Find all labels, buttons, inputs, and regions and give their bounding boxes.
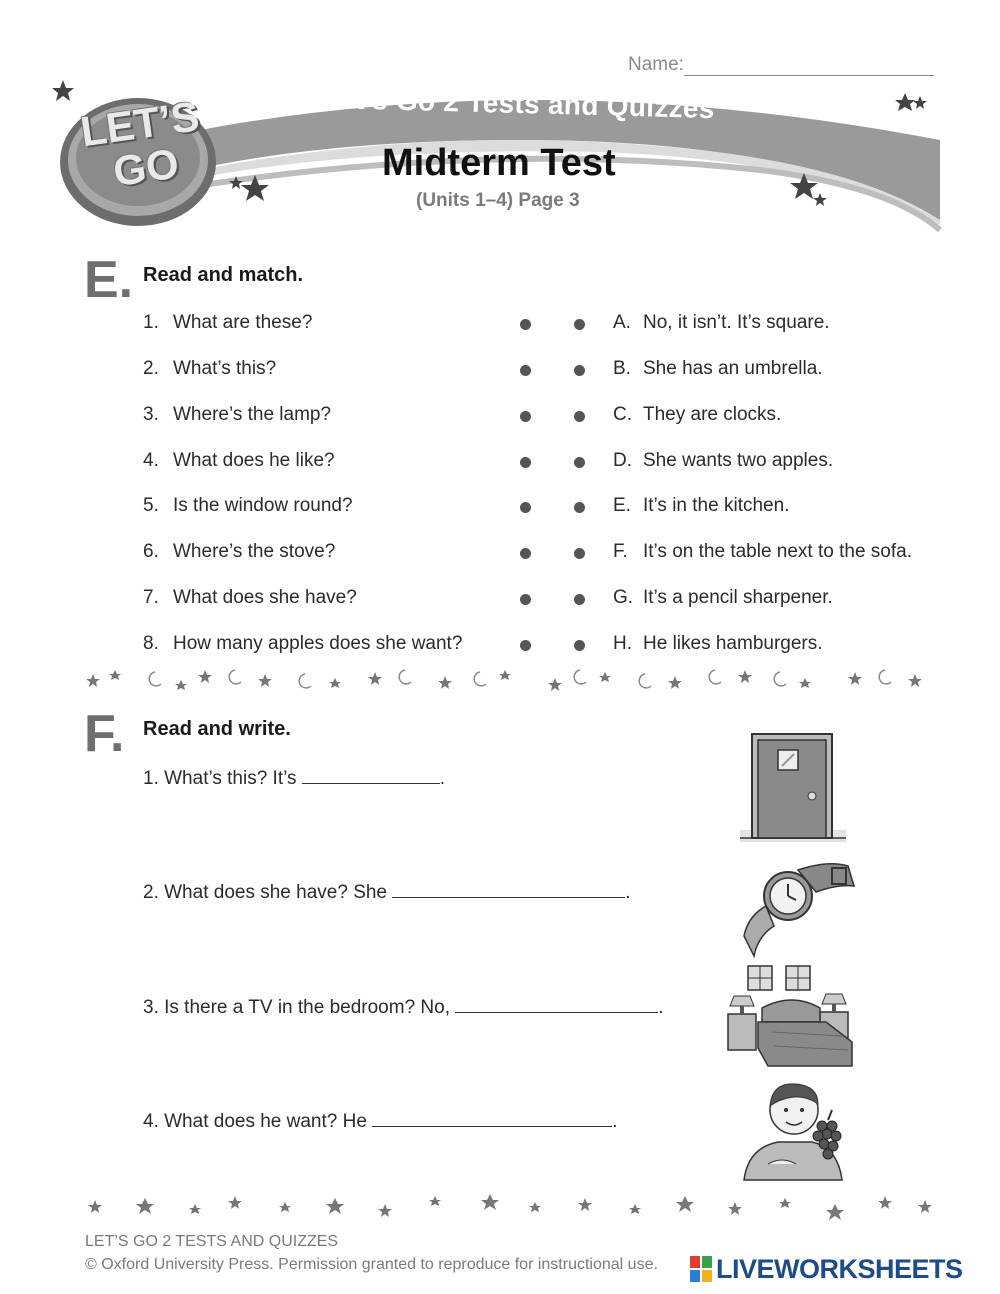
section-f-instruction: Read and write. — [143, 718, 291, 740]
section-e-letter: E. — [84, 251, 134, 309]
section-e-instruction: Read and match. — [143, 264, 304, 286]
boy-with-grapes-picture — [738, 1076, 850, 1182]
page-title: Midterm Test — [382, 142, 616, 184]
answer-blank-1[interactable] — [302, 766, 440, 784]
footer-series: LET’S GO 2 TESTS AND QUIZZES — [85, 1233, 339, 1250]
section-f-letter: F. — [84, 705, 125, 763]
liveworksheets-text: LIVEWORKSHEETS — [716, 1253, 963, 1284]
question-dot-5[interactable] — [520, 502, 531, 513]
question-dot-8[interactable] — [520, 640, 531, 651]
answer-blank-4[interactable] — [372, 1109, 612, 1127]
bedroom-picture — [722, 962, 858, 1074]
page-subtitle: (Units 1–4) Page 3 — [416, 190, 580, 211]
name-label: Name: — [628, 54, 684, 75]
logo-line-2: GO — [110, 139, 182, 196]
answer-blank-2[interactable] — [392, 880, 625, 898]
answer-b: B. She has an umbrella. — [613, 358, 823, 379]
question-5: 5. Is the window round? — [143, 495, 353, 516]
question-dot-2[interactable] — [520, 365, 531, 376]
logo-line-1: LET’S — [77, 92, 203, 156]
question-1: 1. What are these? — [143, 312, 313, 333]
question-8: 8. How many apples does she want? — [143, 633, 463, 654]
question-dot-1[interactable] — [520, 319, 531, 330]
question-7: 7. What does she have? — [143, 587, 357, 608]
stars-divider-top — [85, 664, 945, 694]
question-dot-6[interactable] — [520, 548, 531, 559]
answer-dot-c[interactable] — [574, 411, 585, 422]
answer-c: C. They are clocks. — [613, 404, 782, 425]
answer-dot-e[interactable] — [574, 502, 585, 513]
answer-g: G. It’s a pencil sharpener. — [613, 587, 833, 608]
answer-d: D. She wants two apples. — [613, 450, 834, 471]
question-6: 6. Where’s the stove? — [143, 541, 336, 562]
write-item-4: 4. What does he want? He . — [143, 1111, 618, 1132]
answer-a: A. No, it isn’t. It’s square. — [613, 312, 830, 333]
question-dot-4[interactable] — [520, 457, 531, 468]
liveworksheets-logo[interactable] — [690, 1254, 963, 1284]
name-blank[interactable] — [684, 56, 934, 76]
door-picture — [738, 730, 848, 846]
question-3: 3. Where’s the lamp? — [143, 404, 332, 425]
name-field[interactable] — [628, 54, 934, 76]
write-item-2: 2. What does she have? She . — [143, 882, 631, 903]
write-item-1: 1. What’s this? It’s . — [143, 768, 446, 789]
answer-dot-d[interactable] — [574, 457, 585, 468]
question-2: 2. What’s this? — [143, 358, 277, 379]
question-dot-3[interactable] — [520, 411, 531, 422]
answer-dot-a[interactable] — [574, 319, 585, 330]
stars-divider-bottom — [85, 1190, 945, 1220]
answer-blank-3[interactable] — [455, 995, 658, 1013]
answer-f: F. It’s on the table next to the sofa. — [613, 541, 912, 562]
question-4: 4. What does he like? — [143, 450, 335, 471]
answer-dot-f[interactable] — [574, 548, 585, 559]
watch-picture — [738, 856, 858, 960]
footer-copyright: © Oxford University Press. Permission granted to reproduce for instructional use. — [85, 1256, 658, 1273]
answer-dot-h[interactable] — [574, 640, 585, 651]
answer-dot-g[interactable] — [574, 594, 585, 605]
answer-h: H. He likes hamburgers. — [613, 633, 823, 654]
banner-title: Let’s Go 2 Tests and Quizzes — [321, 82, 716, 125]
write-item-3: 3. Is there a TV in the bedroom? No, . — [143, 997, 664, 1018]
answer-e: E. It’s in the kitchen. — [613, 495, 790, 516]
liveworksheets-icon — [690, 1256, 712, 1282]
answer-dot-b[interactable] — [574, 365, 585, 376]
question-dot-7[interactable] — [520, 594, 531, 605]
